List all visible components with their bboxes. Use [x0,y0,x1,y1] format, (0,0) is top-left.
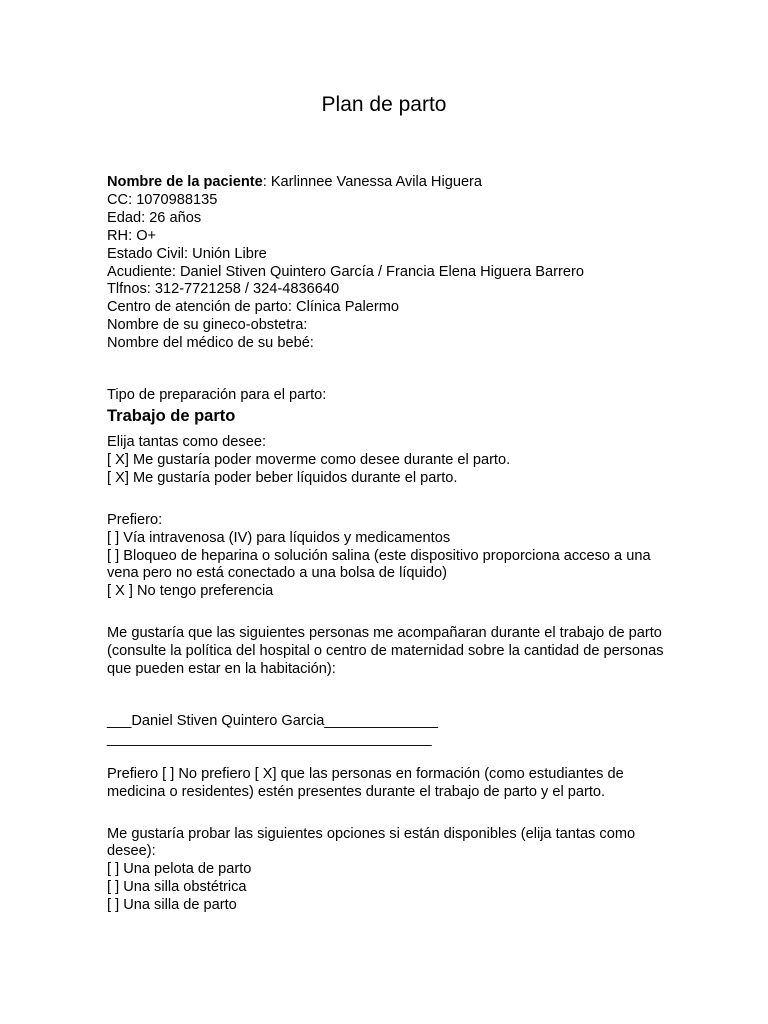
patient-rh: RH: O+ [107,227,157,244]
patient-phones: Tlfnos: 312-7721258 / 324-4836640 [107,281,340,298]
document-body [107,174,667,915]
companion-line: ___Daniel Stiven Quintero Garcia______________ [107,712,439,729]
checkbox-option: [ ] Una pelota de parto [107,861,252,878]
checkbox-option: [ ] Bloqueo de heparina o solución salina (este dispositivo proporciona acceso a una vena pero no está conectado a una bolsa de líquido) [107,547,651,582]
patient-civil-status: Estado Civil: Unión Libre [107,245,267,262]
choose-many-section [107,434,667,488]
companion-blank-line: ________________________________________ [107,730,432,747]
companions-paragraph: Me gustaría que las siguientes personas me acompañaran durante el trabajo de parto (consulte la política del hospital o centro de maternidad sobre la cantidad de personas que pueden estar en la habitación): [107,625,664,678]
checkbox-option: [ X] Me gustaría poder moverme como desee durante el parto. [107,451,511,468]
trainees-paragraph: Prefiero [ ] No prefiero [ X] que las personas en formación (como estudiantes de medicina o residentes) estén presentes durante el trabajo de parto y el parto. [107,765,624,800]
prefer-label: Prefiero: [107,511,163,528]
patient-name-label: Nombre de la paciente [107,174,263,190]
birth-center: Centro de atención de parto: Clínica Palermo [107,299,400,316]
choose-many-label: Elija tantas como desee: [107,433,266,450]
prefer-section [107,512,667,602]
patient-info [107,174,667,353]
options-try-section [107,826,667,916]
baby-doctor-name: Nombre del médico de su bebé: [107,335,314,352]
patient-guardian: Acudiente: Daniel Stiven Quintero García / Francia Elena Higuera Barrero [107,263,584,280]
checkbox-option: [ ] Vía intravenosa (IV) para líquidos y medicamentos [107,529,451,546]
checkbox-option: [ ] Una silla obstétrica [107,879,247,896]
checkbox-option: [ X] Me gustaría poder beber líquidos durante el parto. [107,469,458,486]
section-heading: Trabajo de parto [107,406,236,425]
companions-section [107,625,667,749]
patient-age: Edad: 26 años [107,209,202,226]
preparation-section [107,387,667,426]
preparation-label: Tipo de preparación para el parto: [107,387,327,404]
options-try-paragraph: Me gustaría probar las siguientes opciones si están disponibles (elija tantas como desee): [107,825,636,860]
page-title: Plan de parto [321,93,447,116]
checkbox-option: [ X ] No tengo preferencia [107,583,274,600]
checkbox-option: [ ] Una silla de parto [107,897,237,914]
trainees-section [107,766,667,802]
patient-name-line [107,174,667,192]
gyn-name: Nombre de su gineco-obstetra: [107,317,308,334]
patient-name-value: : Karlinnee Vanessa Avila Higuera [262,174,483,190]
patient-cc: CC: 1070988135 [107,191,218,208]
